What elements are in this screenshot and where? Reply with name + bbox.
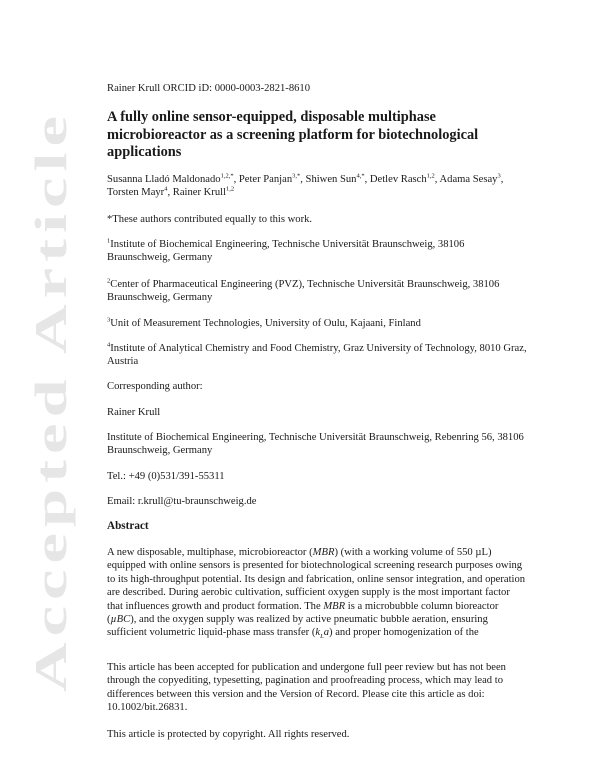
author-name: Rainer Krull [172, 187, 227, 199]
affiliation-3 [107, 317, 527, 330]
watermark-text: Accepted Article [25, 302, 76, 692]
article-title: A fully online sensor-equipped, disposable multiphase microbioreactor as a screening platform for biotechnological applications [107, 109, 479, 160]
affiliation-text: Institute of Analytical Chemistry and Food Chemistry, Graz University of Technology, 8010 Graz, Austria [107, 343, 527, 368]
affiliation-number: 1 [107, 237, 111, 245]
author-name: Shiwen Sun [305, 174, 357, 185]
abstract-term-kla: k [315, 627, 321, 639]
affiliation-text: Unit of Measurement Technologies, University of Oulu, Kajaani, Finland [110, 318, 421, 329]
equal-contribution-note: *These authors contributed equally to this work. [107, 214, 313, 225]
abstract-text [107, 546, 527, 640]
author-affiliation-mark: 1,2,* [220, 172, 234, 180]
author-affiliation-mark: 4 [164, 185, 168, 193]
abstract-segment: is a microbubble column bioreactor ( [107, 600, 499, 626]
author-name: Susanna Lladó Maldonado [107, 174, 221, 185]
affiliation-2 [107, 278, 527, 305]
abstract-term-kla: a [323, 627, 330, 639]
author-affiliation-mark: 3 [497, 172, 501, 180]
corresponding-name: Rainer Krull [107, 407, 161, 418]
abstract-segment: ) (with a working volume of 550 µL) equipped with online sensors is presented for biotechnological screening research purposes owing to its high-throughput potential. Its design and fabrication, online sensor integration, and operation are described. During aerobic cultivation, sufficient oxygen supply is the most important factor that influences growth and product formation. The [107, 547, 526, 612]
abstract-heading: Abstract [107, 520, 149, 532]
copyright-notice: This article is protected by copyright. All rights reserved. [107, 729, 350, 740]
author-name: Peter Panjan [238, 174, 293, 185]
author-name: Detlev Rasch [369, 174, 427, 185]
abstract-term-mbr: MBR [312, 547, 335, 558]
author-affiliation-mark: 4,* [356, 172, 365, 180]
affiliation-number: 3 [107, 316, 111, 324]
affiliation-number: 2 [107, 277, 111, 285]
corresponding-label: Corresponding author: [107, 381, 203, 392]
accepted-article-watermark [14, 100, 84, 700]
telephone: Tel.: +49 (0)531/391-55311 [107, 471, 225, 482]
affiliation-text: Institute of Biochemical Engineering, Technische Universität Braunschweig, 38106 Braunschweig, Germany [107, 239, 465, 264]
abstract-term-kla-subscript: L [320, 633, 324, 641]
abstract-segment: ), and the oxygen supply was realized by active pneumatic bubble aeration, ensuring sufficient volumetric liquid-phase mass transfer ( [107, 614, 488, 639]
abstract-term-mbr: MBR [323, 600, 346, 612]
author-affiliation-mark: 1,2 [426, 172, 435, 180]
affiliation-4 [107, 342, 527, 369]
acceptance-notice: This article has been accepted for publication and undergone full peer review but has not been through the copyediting, typesetting, pagination and proofreading process, which may lead to differences between this version and the Version of Record. Please cite this article as doi: 10.1002/bit.26831. [107, 662, 506, 714]
affiliation-number: 4 [107, 341, 111, 349]
author-list: Susanna Lladó Maldonado$^{1,2,*}$, Peter Panjan$^{3,*}$, Shiwen Sun$^{4,*}$, Detlev Rasch$^{1,2}$, Adama Sesay$^3$, Torsten Mayr$^4$, Rainer Krull$^{1,2}$ [107, 172, 504, 199]
abstract-segment: A new disposable, multiphase, microbioreactor ( [107, 547, 313, 558]
abstract-segment: ) and proper homogenization of the [329, 627, 479, 639]
orcid-header: Rainer Krull ORCID iD: 0000-0003-2821-8610 [107, 83, 311, 94]
author-affiliation-mark: 3,* [292, 172, 301, 180]
author-name: Torsten Mayr [107, 187, 165, 199]
author-affiliation-mark: 1,2 [226, 185, 235, 193]
affiliation-text: Center of Pharmaceutical Engineering (PVZ), Technische Universität Braunschweig, 38106 Braunschweig, Germany [107, 279, 500, 304]
corresponding-address: Institute of Biochemical Engineering, Technische Universität Braunschweig, Rebenring 56, 38106 Braunschweig, Germany [107, 432, 524, 457]
abstract-term-ubc: µBC [110, 614, 131, 626]
email-address: Email: r.krull@tu-braunschweig.de [107, 496, 257, 507]
author-name: Adama Sesay [439, 174, 498, 185]
affiliation-1 [107, 238, 527, 265]
